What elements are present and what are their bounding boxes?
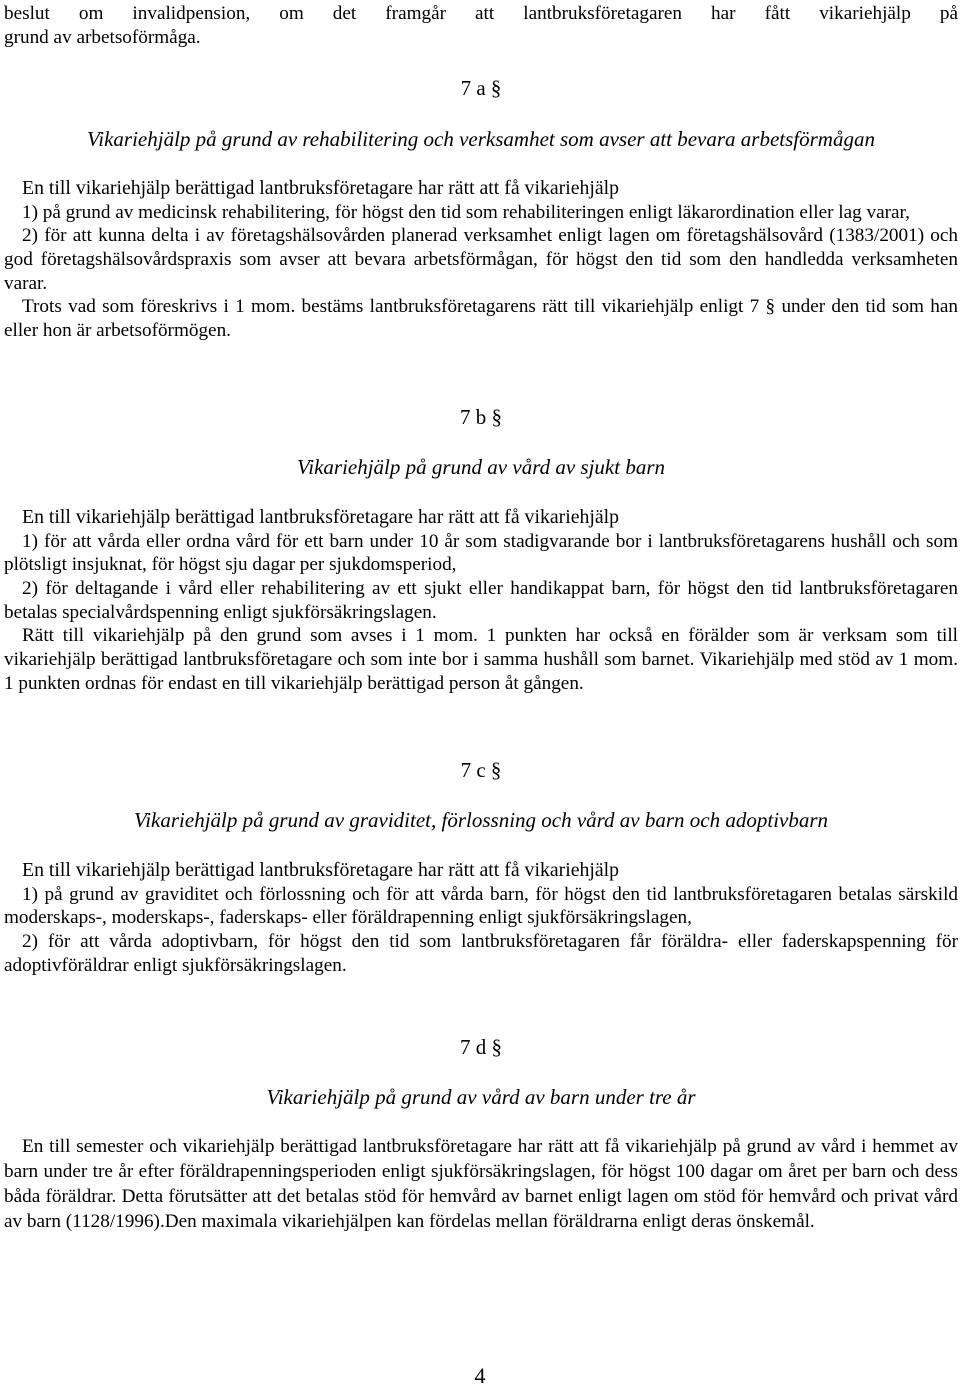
section-7b-title-wrap xyxy=(4,454,958,480)
section-7c-item-1: 1) på grund av graviditet och förlossning och för att vårda barn, för högst den tid lantbruksföretagaren betalas särskild moderskaps-, moderskaps-, faderskaps- eller föräldrapenning enligt sjukförsäkringslagen, xyxy=(4,883,958,929)
section-7b-number: 7 b § xyxy=(460,405,502,429)
section-7b-mom-2: Rätt till vikariehjälp på den grund som avses i 1 mom. 1 punkten har också en förälder som är verksam som till vikariehjälp berättigad lantbruksföretagare och som inte bor i samma hushåll som barnet. Vikariehjälp med stöd av 1 mom. 1 punkten ordnas för endast en till vikariehjälp berättigad person åt gången. xyxy=(4,625,958,694)
section-7d-title: Vikariehjälp på grund av vård av barn under tre år xyxy=(266,1085,696,1109)
section-7a-title-wrap xyxy=(4,126,958,152)
section-7c-body xyxy=(4,858,958,977)
intro-line-1: beslut om invalidpension, om det framgår att lantbruksföretagaren har fått vikariehjälp på xyxy=(4,3,958,24)
section-7a-item-2: 2) för att kunna delta i av företagshälsovården planerad verksamhet enligt lagen om företagshälsovård (1383/2001) och god företagshälsovårdspraxis som avser att bevara arbetsförmågan, för högst den tid som den handledda verksamheten varar. xyxy=(4,225,958,294)
section-7b-body xyxy=(4,505,958,695)
section-7a-heading xyxy=(4,75,958,101)
section-7d-title-wrap xyxy=(4,1084,958,1110)
section-7d-body xyxy=(4,1134,958,1234)
section-7c-title-wrap xyxy=(4,807,958,833)
section-7c-heading xyxy=(4,757,958,783)
section-7a-body xyxy=(4,176,958,343)
section-7c-title: Vikariehjälp på grund av graviditet, förlossning och vård av barn och adoptivbarn xyxy=(133,808,829,832)
section-7b-lead: En till vikariehjälp berättigad lantbruksföretagare har rätt att få vikariehjälp xyxy=(22,506,620,528)
section-7b-item-1: 1) för att vårda eller ordna vård för ett barn under 10 år som stadigvarande bor i lantbruksföretagarens hushåll och som plötsligt insjuknat, för högst sju dagar per sjukdomsperiod, xyxy=(4,530,958,576)
section-7d-paragraph: En till semester och vikariehjälp berättigad lantbruksföretagare har rätt att få vikariehjälp på grund av vård i hemmet av barn under tre år efter föräldrapenningsperioden enligt sjukförsäkringslagen, för högst 100 dagar om året per barn och dess båda föräldrar. Detta förutsätter att det betalas stöd för hemvård av barnet enligt lagen om stöd för hemvård och privat vård av barn (1128/1996).Den maximala vikariehjälpen kan fördelas mellan föräldrarna enligt deras önskemål. xyxy=(4,1136,958,1232)
section-7d-number: 7 d § xyxy=(460,1035,502,1059)
section-7a-item-1: 1) på grund av medicinsk rehabilitering, för högst den tid som rehabiliteringen enligt läkarordination eller lag varar, xyxy=(22,201,910,223)
intro-paragraph xyxy=(4,2,958,50)
section-7b-title: Vikariehjälp på grund av vård av sjukt barn xyxy=(296,455,666,479)
section-7d-heading xyxy=(4,1034,958,1060)
section-7b-item-2: 2) för deltagande i vård eller rehabilitering av ett sjukt eller handikappat barn, för högst den tid lantbruksföretagaren betalas specialvårdspenning enligt sjukförsäkringslagen. xyxy=(4,577,958,623)
section-7a-title: Vikariehjälp på grund av rehabilitering och verksamhet som avser att bevara arbetsförmågan xyxy=(87,127,875,151)
section-7a-lead: En till vikariehjälp berättigad lantbruksföretagare har rätt att få vikariehjälp xyxy=(22,177,620,199)
page-number: 4 xyxy=(474,1363,486,1388)
section-7a-mom-2: Trots vad som föreskrivs i 1 mom. bestäms lantbruksföretagarens rätt till vikariehjälp enligt 7 § under den tid som han eller hon är arbetsoförmögen. xyxy=(4,296,958,342)
section-7a-number: 7 a § xyxy=(460,76,502,100)
section-7c-number: 7 c § xyxy=(460,758,502,782)
section-7b-heading xyxy=(4,404,958,430)
section-7c-item-2: 2) för att vårda adoptivbarn, för högst den tid som lantbruksföretagaren får föräldra- eller faderskapspenning för adoptivföräldrar enligt sjukförsäkringslagen. xyxy=(4,930,958,976)
intro-line-2: grund av arbetsoförmåga. xyxy=(4,27,201,48)
section-7c-lead: En till vikariehjälp berättigad lantbruksföretagare har rätt att få vikariehjälp xyxy=(22,859,620,881)
